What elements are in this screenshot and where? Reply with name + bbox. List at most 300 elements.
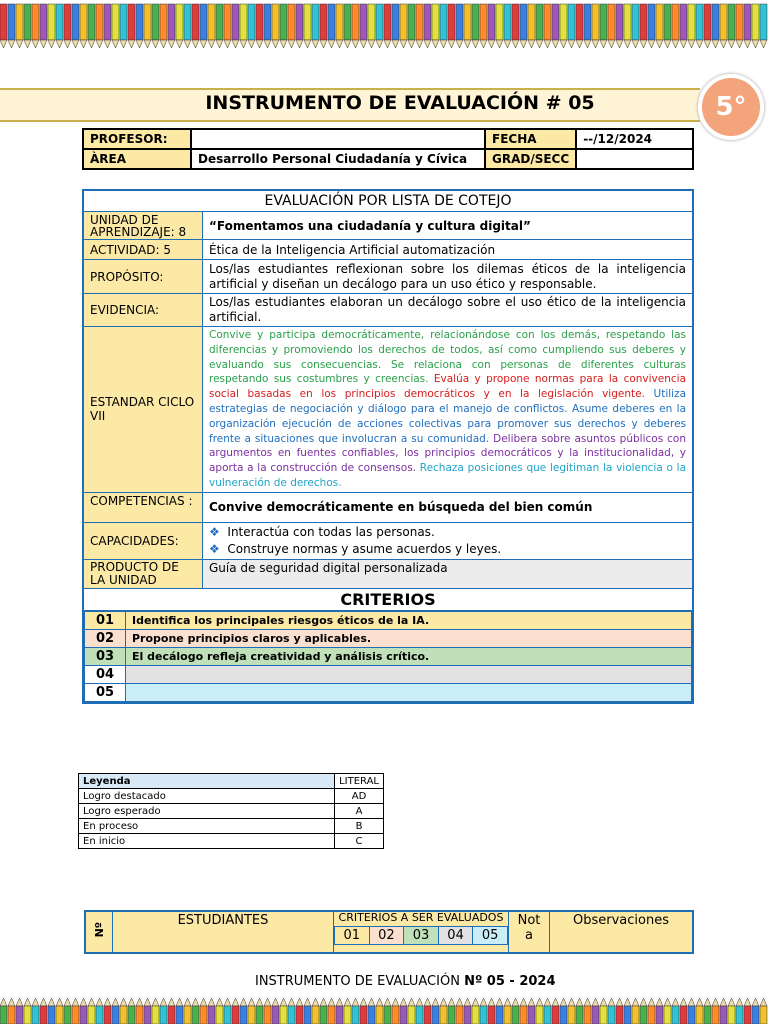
capacidad-item: ❖ Construye normas y asume acuerdos y leyes. [209,541,502,556]
pencil-icon [512,4,519,40]
estandar-label: ESTANDAR CICLO VII [83,327,203,493]
nota-label: Nota [517,913,541,943]
evidencia-value: Los/las estudiantes elaboran un decálogo sobre el uso ético de la inteligencia artificial. [203,294,694,327]
pencil-icon [448,4,455,40]
pencil-icon [680,1006,687,1024]
pencil-tip-icon [264,998,271,1006]
profesor-field[interactable] [191,129,485,149]
pencil-icon [360,1006,367,1024]
pencil-icon [672,4,679,40]
pencil-tip-icon [552,40,559,48]
pencil-icon [144,4,151,40]
pencil-tip-icon [400,998,407,1006]
pencil-icon [136,4,143,40]
pencil-icon [736,1006,743,1024]
pencil-tip-icon [712,998,719,1006]
pencil-tip-icon [520,998,527,1006]
pencil-icon [640,4,647,40]
criterio-text: Propone principios claros y aplicables. [126,629,692,647]
criterio-number: 01 [85,611,126,629]
pencil-icon [576,1006,583,1024]
pencil-icon [440,1006,447,1024]
pencil-tip-icon [576,998,583,1006]
pencil-icon [328,4,335,40]
criterio-row [85,629,692,647]
pencil-icon [280,1006,287,1024]
pencil-tip-icon [104,998,111,1006]
pencil-tip-icon [128,998,135,1006]
pencil-icon [112,1006,119,1024]
capacidad-item: ❖ Interactúa con todas las personas. [209,524,435,539]
pencil-tip-icon [664,998,671,1006]
pencil-icon [736,4,743,40]
observaciones-header: Observaciones [550,911,694,953]
pencil-tip-icon [296,40,303,48]
pencil-icon [272,4,279,40]
profesor-label: PROFESOR: [83,129,191,149]
pencil-icon [512,1006,519,1024]
pencil-tip-icon [216,40,223,48]
pencil-icon [312,1006,319,1024]
pencil-tip-icon [264,40,271,48]
pencil-tip-icon [384,998,391,1006]
criterio-col: 03 [404,927,439,945]
estandar-purple: Delibera sobre asuntos públicos con argumentos en fuentes confiables, los principios democráticos y la institucionalidad, y aporta a la construcción de consensos. [209,432,687,475]
pencil-icon [536,1006,543,1024]
pencil-tip-icon [48,998,55,1006]
criterio-text[interactable] [126,665,692,683]
pencil-tip-icon [216,998,223,1006]
pencil-icon [176,4,183,40]
pencil-icon [16,4,23,40]
criterio-col: 02 [369,927,404,945]
pencil-border-top [0,0,768,50]
pencil-icon [352,1006,359,1024]
pencil-icon [184,1006,191,1024]
pencil-tip-icon [320,998,327,1006]
pencil-icon [160,1006,167,1024]
competencias-value: Convive democráticamente en búsqueda del bien común [203,492,694,522]
pencil-tip-icon [376,40,383,48]
grade-badge: 5° [698,74,764,140]
legend-label: En proceso [79,819,335,834]
pencil-icon [432,4,439,40]
pencil-icon [128,4,135,40]
pencil-icon [552,1006,559,1024]
pencil-tip-icon [64,40,71,48]
pencil-icon [192,4,199,40]
pencil-icon [280,4,287,40]
pencil-tip-icon [728,40,735,48]
pencil-icon [480,4,487,40]
footer-number: Nº 05 - 2024 [464,974,556,989]
unidad-label: UNIDAD DE APRENDIZAJE: 8 [83,212,203,240]
pencil-icon [416,1006,423,1024]
pencil-icon [408,1006,415,1024]
pencil-icon [312,4,319,40]
pencil-icon [648,4,655,40]
pencil-tip-icon [160,998,167,1006]
pencil-icon [168,1006,175,1024]
pencil-tip-icon [576,40,583,48]
criterios-header-label: CRITERIOS A SER EVALUADOS [338,911,504,924]
pencil-tip-icon [600,998,607,1006]
nota-header [509,911,550,953]
criterio-number: 05 [85,683,126,701]
pencil-tip-icon [8,40,15,48]
pencil-tip-icon [112,998,119,1006]
pencil-icon [728,4,735,40]
pencil-tip-icon [328,998,335,1006]
pencil-icon [688,1006,695,1024]
pencil-tip-icon [336,998,343,1006]
page-title: INSTRUMENTO DE EVALUACIÓN # 05 [205,92,595,114]
pencil-tip-icon [704,40,711,48]
pencil-tip-icon [352,40,359,48]
pencil-tip-icon [416,998,423,1006]
pencil-icon [56,4,63,40]
pencil-icon [504,4,511,40]
pencil-tip-icon [224,40,231,48]
pencil-icon [200,1006,207,1024]
pencil-icon [712,1006,719,1024]
pencil-tip-icon [632,998,639,1006]
pencil-tip-icon [608,40,615,48]
pencil-icon [720,1006,727,1024]
pencil-tip-icon [344,40,351,48]
pencil-icon [528,4,535,40]
fecha-field[interactable]: --/12/2024 [576,129,693,149]
pencil-tip-icon [312,40,319,48]
pencil-tip-icon [504,998,511,1006]
actividad-label: ACTIVIDAD: 5 [83,240,203,260]
pencil-icon [616,4,623,40]
pencil-tip-icon [72,998,79,1006]
pencil-tip-icon [272,40,279,48]
pencil-icon [296,1006,303,1024]
pencil-icon [496,1006,503,1024]
pencil-icon [88,1006,95,1024]
pencil-tip-icon [192,40,199,48]
pencil-icon [40,4,47,40]
estandar-red: Evalúa y propone normas para la convivencia social basadas en los principios democráticos y en la legislación vigente. [209,373,687,401]
pencil-tip-icon [640,998,647,1006]
pencil-tip-icon [416,40,423,48]
pencil-tip-icon [456,40,463,48]
pencil-tip-icon [440,40,447,48]
pencil-icon [336,4,343,40]
pencil-tip-icon [528,40,535,48]
pencil-icon [264,4,271,40]
pencil-tip-icon [88,40,95,48]
pencil-icon [656,1006,663,1024]
legend-literal: A [335,804,384,819]
pencil-icon [408,4,415,40]
capacidades-list [203,522,694,559]
criterio-col: 05 [473,927,508,945]
pencil-icon [536,4,543,40]
pencil-tip-icon [136,998,143,1006]
pencil-tip-icon [408,998,415,1006]
pencil-tip-icon [392,40,399,48]
proposito-label: PROPÓSITO: [83,260,203,294]
pencil-icon [256,1006,263,1024]
area-value: Desarrollo Personal Ciudadanía y Cívica [191,149,485,169]
pencil-icon [320,1006,327,1024]
pencil-tip-icon [656,40,663,48]
pencil-icon [264,1006,271,1024]
pencil-icon [560,1006,567,1024]
pencil-icon [704,1006,711,1024]
pencil-tip-icon [256,40,263,48]
pencil-tip-icon [432,40,439,48]
pencil-icon [144,1006,151,1024]
pencil-icon [576,4,583,40]
pencil-tip-icon [480,40,487,48]
pencil-tip-icon [312,998,319,1006]
pencil-tip-icon [384,40,391,48]
pencil-tip-icon [520,40,527,48]
pencil-tip-icon [496,40,503,48]
pencil-tip-icon [480,998,487,1006]
pencil-icon [680,4,687,40]
grado-label: GRAD/SECC [485,149,576,169]
pencil-tip-icon [744,40,751,48]
pencil-icon [208,4,215,40]
criterio-row [85,683,692,701]
criterio-columns [334,926,508,945]
pencil-tip-icon [16,40,23,48]
pencil-tip-icon [120,998,127,1006]
pencil-icon [544,1006,551,1024]
criterio-row [85,611,692,629]
pencil-icon [120,4,127,40]
legend-literal: C [335,834,384,849]
pencil-tip-icon [96,998,103,1006]
pencil-tip-icon [592,40,599,48]
pencil-icon [128,1006,135,1024]
pencil-icon [320,4,327,40]
pencil-icon [360,4,367,40]
pencil-tip-icon [240,40,247,48]
pencil-tip-icon [24,40,31,48]
estandar-value [203,327,694,493]
pencil-icon [608,1006,615,1024]
pencil-tip-icon [208,998,215,1006]
pencil-tip-icon [168,40,175,48]
pencil-tip-icon [688,998,695,1006]
pencil-icon [384,1006,391,1024]
pencil-tip-icon [760,40,767,48]
pencil-icon [424,1006,431,1024]
pencil-icon [336,1006,343,1024]
pencil-tip-icon [328,40,335,48]
pencil-tip-icon [720,40,727,48]
pencil-icon [440,4,447,40]
pencil-icon [664,1006,671,1024]
pencil-tip-icon [72,40,79,48]
pencil-icon [304,4,311,40]
pencil-icon [744,4,751,40]
pencil-tip-icon [184,40,191,48]
pencil-icon [64,1006,71,1024]
pencil-tip-icon [584,998,591,1006]
pencil-tip-icon [168,998,175,1006]
pencil-tip-icon [80,40,87,48]
pencil-tip-icon [696,998,703,1006]
pencil-icon [112,4,119,40]
legend-literal-header: LITERAL [335,774,384,789]
pencil-tip-icon [104,40,111,48]
producto-value: Guía de seguridad digital personalizada [203,559,694,588]
pencil-tip-icon [760,998,767,1006]
pencil-icon [464,4,471,40]
pencil-icon [216,4,223,40]
pencil-icon [616,1006,623,1024]
pencil-icon [424,4,431,40]
grado-field[interactable] [576,149,693,169]
pencil-tip-icon [176,998,183,1006]
pencil-tip-icon [0,998,7,1006]
pencil-icon [392,4,399,40]
pencil-tip-icon [552,998,559,1006]
pencil-tip-icon [192,998,199,1006]
pencil-tip-icon [248,998,255,1006]
pencil-tip-icon [728,998,735,1006]
criterio-text[interactable] [126,683,692,701]
pencil-icon [288,1006,295,1024]
pencil-tip-icon [360,998,367,1006]
pencil-icon [72,4,79,40]
pencil-tip-icon [344,998,351,1006]
pencil-icon [376,4,383,40]
pencil-icon [96,4,103,40]
competencias-label: COMPETENCIAS : [83,492,203,522]
criterio-row [85,647,692,665]
pencil-icon [48,1006,55,1024]
pencil-icon [104,4,111,40]
pencil-tip-icon [648,998,655,1006]
pencil-icon [232,4,239,40]
pencil-icon [480,1006,487,1024]
num-label: Nº [92,922,106,938]
pencil-icon [248,1006,255,1024]
pencil-tip-icon [176,40,183,48]
fecha-label: FECHA [485,129,576,149]
pencil-tip-icon [600,40,607,48]
pencil-icon [568,4,575,40]
pencil-icon [240,1006,247,1024]
pencil-tip-icon [504,40,511,48]
evaluation-table [82,189,694,704]
students-table [84,910,694,954]
pencil-tip-icon [672,40,679,48]
pencil-tip-icon [400,40,407,48]
pencil-icon [520,4,527,40]
legend-literal: AD [335,789,384,804]
pencil-icon [96,1006,103,1024]
pencil-icon [544,4,551,40]
legend-label: Logro destacado [79,789,335,804]
pencil-icon [16,1006,23,1024]
pencil-icon [256,4,263,40]
pencil-icon [560,4,567,40]
pencil-icon [656,4,663,40]
pencil-icon [568,1006,575,1024]
pencil-icon [368,1006,375,1024]
legend-label: En inicio [79,834,335,849]
unidad-value: “Fomentamos una ciudadanía y cultura digital” [203,212,694,240]
pencil-tip-icon [40,40,47,48]
pencil-tip-icon [256,998,263,1006]
pencil-tip-icon [392,998,399,1006]
pencil-icon [472,1006,479,1024]
pencil-tip-icon [56,40,63,48]
pencil-icon [488,4,495,40]
pencil-tip-icon [128,40,135,48]
pencil-icon [528,1006,535,1024]
estandar-cyan: Rechaza posiciones que legitiman la violencia o la vulneración de derechos. [209,462,687,489]
pencil-icon [600,4,607,40]
pencil-icon [32,1006,39,1024]
criterios-heading: CRITERIOS [83,588,693,610]
pencil-tip-icon [136,40,143,48]
pencil-tip-icon [232,998,239,1006]
criterios-container [83,610,693,703]
pencil-tip-icon [80,998,87,1006]
pencil-tip-icon [640,40,647,48]
pencil-icon [224,4,231,40]
pencil-tip-icon [200,998,207,1006]
pencil-icon [752,1006,759,1024]
pencil-tip-icon [408,40,415,48]
pencil-tip-icon [448,998,455,1006]
pencil-tip-icon [240,998,247,1006]
pencil-icon [432,1006,439,1024]
criterio-text: El decálogo refleja creatividad y análisis crítico. [126,647,692,665]
pencil-tip-icon [752,40,759,48]
pencil-icon [632,1006,639,1024]
diamond-bullet-icon: ❖ [209,524,220,539]
pencil-tip-icon [232,40,239,48]
pencil-tip-icon [736,998,743,1006]
pencil-tip-icon [536,998,543,1006]
header-table [82,128,694,170]
pencil-icon [288,4,295,40]
pencil-icon [744,1006,751,1024]
pencil-tip-icon [608,998,615,1006]
pencil-icon [456,1006,463,1024]
pencil-icon [504,1006,511,1024]
pencil-icon [672,1006,679,1024]
pencil-icon [136,1006,143,1024]
pencil-tip-icon [432,998,439,1006]
pencil-icon [400,4,407,40]
pencil-icon [240,4,247,40]
pencil-icon [760,4,767,40]
pencil-icon [416,4,423,40]
pencil-tip-icon [720,998,727,1006]
actividad-value: Ética de la Inteligencia Artificial automatización [203,240,694,260]
pencil-tip-icon [352,998,359,1006]
pencil-tip-icon [528,998,535,1006]
pencil-icon [352,4,359,40]
pencil-tip-icon [280,998,287,1006]
pencil-icon [552,4,559,40]
pencil-icon [152,1006,159,1024]
pencil-tip-icon [248,40,255,48]
pencil-icon [584,4,591,40]
